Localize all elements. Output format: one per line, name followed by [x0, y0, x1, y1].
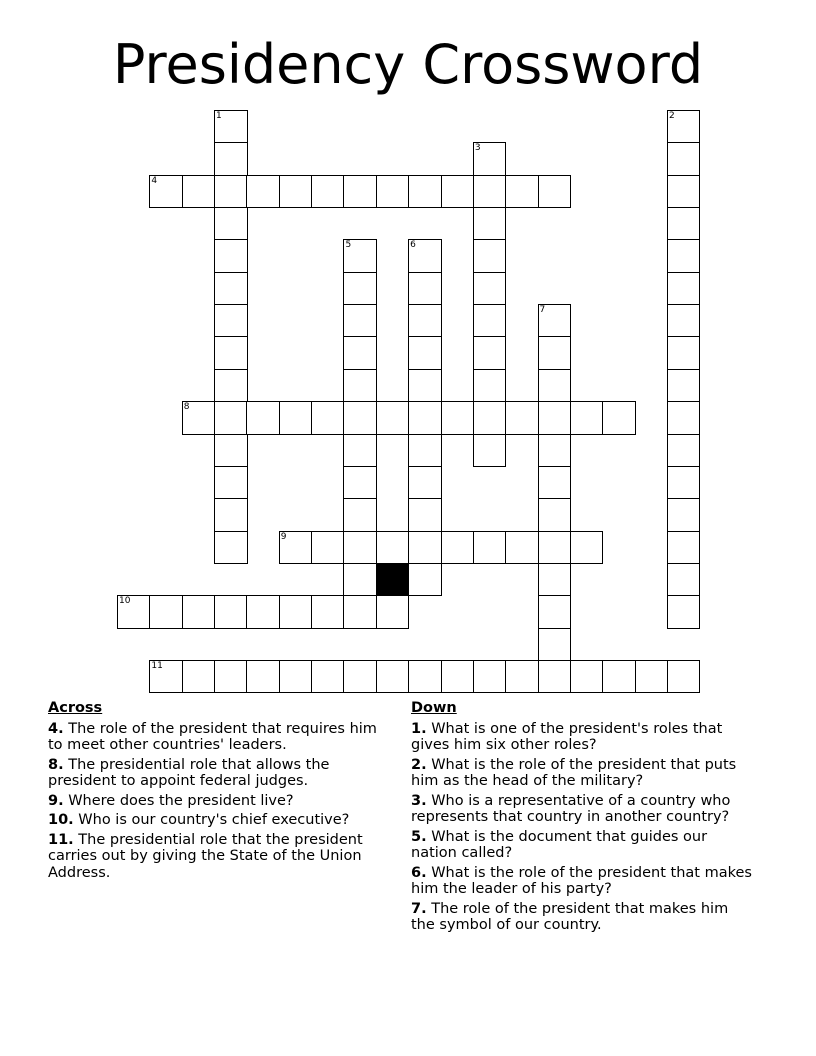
grid-cell[interactable]: [473, 336, 507, 370]
clue-number-label: 7: [539, 305, 546, 316]
grid-cell[interactable]: [441, 175, 475, 209]
grid-cell[interactable]: [214, 434, 248, 468]
clue-text: Who is our country's chief executive?: [78, 812, 350, 828]
grid-cell[interactable]: [505, 175, 539, 209]
grid-cell[interactable]: [246, 175, 280, 209]
clue-down: [411, 757, 756, 790]
grid-cell[interactable]: [538, 563, 572, 597]
grid-cell[interactable]: [149, 175, 183, 209]
grid-cell[interactable]: [182, 595, 216, 629]
grid-cell[interactable]: [667, 595, 701, 629]
clue-number-label: 1: [216, 111, 222, 121]
grid-cell[interactable]: [505, 401, 539, 435]
black-square: [376, 563, 410, 597]
grid-cell[interactable]: [408, 272, 442, 306]
grid-cell[interactable]: [473, 660, 507, 694]
clue-across: [48, 832, 388, 882]
grid-cell[interactable]: [667, 369, 701, 403]
grid-cell[interactable]: [279, 595, 313, 629]
clue-number-label: 5: [345, 240, 352, 251]
clue-text: The presidential role that allows the president to appoint federal judges.: [48, 756, 330, 789]
grid-cell[interactable]: [214, 272, 248, 306]
grid-cell[interactable]: [279, 401, 313, 435]
grid-cell[interactable]: [667, 563, 701, 597]
grid-cell[interactable]: [343, 369, 377, 403]
grid-cell[interactable]: [538, 466, 572, 500]
grid-cell[interactable]: [214, 466, 248, 500]
grid-cell[interactable]: [667, 239, 701, 273]
grid-cell[interactable]: [408, 563, 442, 597]
grid-cell[interactable]: [214, 336, 248, 370]
clue-number: 7.: [411, 900, 427, 917]
grid-cell[interactable]: [505, 531, 539, 565]
clue-text: Where does the president live?: [68, 792, 294, 809]
grid-cell[interactable]: [667, 434, 701, 468]
grid-cell[interactable]: [214, 142, 248, 176]
grid-cell[interactable]: [473, 142, 507, 176]
clue-down: [411, 829, 756, 862]
grid-cell[interactable]: [538, 498, 572, 532]
grid-cell[interactable]: [602, 401, 636, 435]
grid-cell[interactable]: [667, 175, 701, 209]
grid-cell[interactable]: [343, 531, 377, 565]
grid-cell[interactable]: [667, 531, 701, 565]
grid-cell[interactable]: [408, 531, 442, 565]
grid-cell[interactable]: [408, 401, 442, 435]
grid-cell[interactable]: [667, 498, 701, 532]
grid-cell[interactable]: [376, 531, 410, 565]
grid-cell[interactable]: [214, 369, 248, 403]
grid-cell[interactable]: [279, 175, 313, 209]
grid-cell[interactable]: [667, 207, 701, 241]
grid-cell[interactable]: [473, 401, 507, 435]
grid-cell[interactable]: [214, 207, 248, 241]
grid-cell[interactable]: [343, 498, 377, 532]
clue-number: 4.: [48, 720, 64, 737]
grid-cell[interactable]: [505, 660, 539, 694]
grid-cell[interactable]: [408, 369, 442, 403]
grid-cell[interactable]: [408, 336, 442, 370]
clue-number-label: 4: [151, 175, 158, 186]
grid-cell[interactable]: [538, 434, 572, 468]
down-heading: Down: [411, 700, 457, 716]
grid-cell[interactable]: [538, 401, 572, 435]
clue-across: [48, 757, 388, 790]
grid-cell[interactable]: [538, 336, 572, 370]
grid-cell[interactable]: [376, 401, 410, 435]
grid-cell[interactable]: [635, 660, 669, 694]
clue-text: What is the document that guides our nation called?: [411, 828, 708, 861]
grid-cell[interactable]: [343, 434, 377, 468]
grid-cell[interactable]: [667, 142, 701, 176]
grid-cell[interactable]: [214, 175, 248, 209]
grid-cell[interactable]: [214, 660, 248, 694]
grid-cell[interactable]: [311, 175, 345, 209]
grid-cell[interactable]: [182, 660, 216, 694]
clue-text: The role of the president that requires him to meet other countries' leaders.: [48, 720, 377, 753]
clue-number: 2.: [411, 756, 427, 773]
grid-cell[interactable]: [343, 595, 377, 629]
grid-cell[interactable]: [279, 531, 313, 565]
grid-cell[interactable]: [376, 595, 410, 629]
clue-across: [48, 793, 388, 810]
clue-text: The role of the president that makes him the symbol of our country.: [411, 900, 729, 933]
clue-number: 8.: [48, 756, 64, 773]
grid-cell[interactable]: [246, 660, 280, 694]
grid-cell[interactable]: [473, 304, 507, 338]
grid-cell[interactable]: [570, 660, 604, 694]
across-heading: Across: [48, 700, 103, 716]
clue-number: 10.: [48, 812, 74, 828]
grid-cell[interactable]: [538, 304, 572, 338]
clue-number: 11.: [48, 831, 74, 848]
grid-cell[interactable]: [667, 304, 701, 338]
grid-cell[interactable]: [408, 660, 442, 694]
grid-cell[interactable]: [473, 531, 507, 565]
clue-number-label: 10: [119, 596, 131, 607]
grid-cell[interactable]: [473, 434, 507, 468]
grid-cell[interactable]: [667, 401, 701, 435]
grid-cell[interactable]: [214, 239, 248, 273]
grid-cell[interactable]: [441, 660, 475, 694]
down-clues: [411, 700, 756, 937]
clue-number: 6.: [411, 864, 427, 881]
clue-text: The presidential role that the president carries out by giving the State of the Union Address.: [48, 831, 363, 881]
grid-cell[interactable]: [538, 531, 572, 565]
clue-number-label: 9: [280, 531, 287, 542]
clue-down: [411, 865, 756, 898]
clue-number: 5.: [411, 828, 427, 845]
grid-cell[interactable]: [214, 304, 248, 338]
grid-cell[interactable]: [214, 401, 248, 435]
clue-number-label: 6: [410, 240, 416, 251]
grid-cell[interactable]: [408, 175, 442, 209]
grid-cell[interactable]: [538, 595, 572, 629]
clue-text: Who is a representative of a country who represents that country in another country?: [411, 792, 731, 825]
grid-cell[interactable]: [408, 434, 442, 468]
grid-cell[interactable]: [602, 660, 636, 694]
grid-cell[interactable]: [214, 110, 248, 144]
grid-cell[interactable]: [311, 595, 345, 629]
grid-cell[interactable]: [343, 563, 377, 597]
grid-cell[interactable]: [149, 660, 183, 694]
grid-cell[interactable]: [376, 660, 410, 694]
grid-cell[interactable]: [408, 498, 442, 532]
grid-cell[interactable]: [538, 628, 572, 662]
grid-cell[interactable]: [343, 304, 377, 338]
grid-cell[interactable]: [408, 466, 442, 500]
grid-cell[interactable]: [667, 110, 701, 144]
clue-number: 1.: [411, 720, 427, 737]
clue-number-label: 11: [151, 660, 163, 671]
grid-cell[interactable]: [538, 660, 572, 694]
clue-down: [411, 793, 756, 826]
grid-cell[interactable]: [343, 175, 377, 209]
across-clues: [48, 700, 388, 884]
clue-number-label: 8: [183, 402, 190, 413]
grid-cell[interactable]: [473, 207, 507, 241]
grid-cell[interactable]: [667, 336, 701, 370]
clue-text: What is the role of the president that makes him the leader of his party?: [411, 864, 752, 897]
grid-cell[interactable]: [311, 401, 345, 435]
grid-cell[interactable]: [214, 498, 248, 532]
grid-cell[interactable]: [667, 660, 701, 694]
grid-cell[interactable]: [214, 595, 248, 629]
clue-across: [48, 721, 388, 754]
clue-down: [411, 901, 756, 934]
grid-cell[interactable]: [667, 272, 701, 306]
grid-cell[interactable]: [441, 401, 475, 435]
grid-cell[interactable]: [343, 272, 377, 306]
grid-cell[interactable]: [343, 466, 377, 500]
grid-cell[interactable]: [246, 401, 280, 435]
grid-cell[interactable]: [473, 369, 507, 403]
grid-cell[interactable]: [343, 660, 377, 694]
grid-cell[interactable]: [343, 239, 377, 273]
grid-cell[interactable]: [343, 336, 377, 370]
grid-cell[interactable]: [117, 595, 151, 629]
grid-cell[interactable]: [473, 175, 507, 209]
grid-cell[interactable]: [441, 531, 475, 565]
grid-cell[interactable]: [570, 531, 604, 565]
grid-cell[interactable]: [570, 401, 604, 435]
grid-cell[interactable]: [311, 660, 345, 694]
page-title: Presidency Crossword: [112, 33, 704, 96]
grid-cell[interactable]: [182, 401, 216, 435]
grid-cell[interactable]: [279, 660, 313, 694]
grid-cell[interactable]: [311, 531, 345, 565]
grid-cell[interactable]: [214, 531, 248, 565]
grid-cell[interactable]: [343, 401, 377, 435]
clue-text: What is one of the president's roles that gives him six other roles?: [411, 720, 723, 753]
grid-cell[interactable]: [473, 272, 507, 306]
grid-cell[interactable]: [538, 369, 572, 403]
grid-cell[interactable]: [408, 304, 442, 338]
grid-cell[interactable]: [473, 239, 507, 273]
clue-number-label: 2: [668, 111, 675, 121]
grid-cell[interactable]: [376, 175, 410, 209]
grid-cell[interactable]: [149, 595, 183, 629]
clue-text: What is the role of the president that puts him as the head of the military?: [411, 756, 737, 789]
grid-cell[interactable]: [538, 175, 572, 209]
clue-number: 3.: [411, 792, 427, 809]
clue-number: 9.: [48, 792, 64, 809]
grid-cell[interactable]: [182, 175, 216, 209]
grid-cell[interactable]: [408, 239, 442, 273]
clue-across: [48, 812, 388, 829]
clue-number-label: 3: [474, 143, 481, 154]
grid-cell[interactable]: [246, 595, 280, 629]
clue-down: [411, 721, 756, 754]
grid-cell[interactable]: [667, 466, 701, 500]
